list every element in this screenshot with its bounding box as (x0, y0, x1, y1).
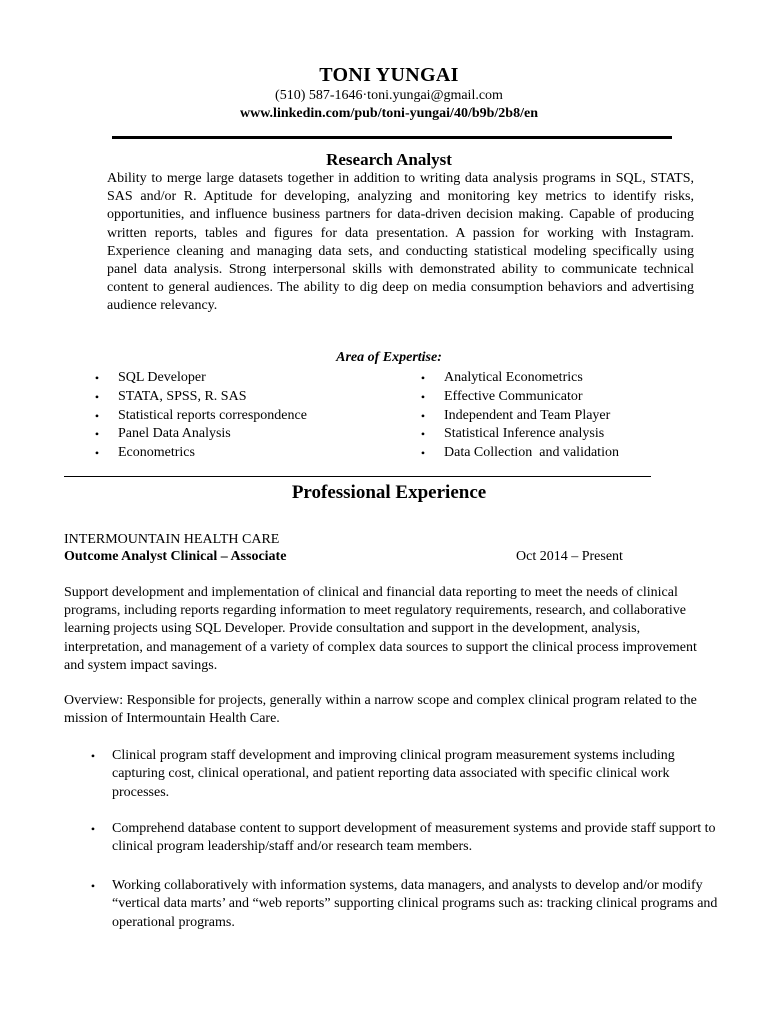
expertise-item: • STATA, SPSS, R. SAS (92, 388, 307, 407)
summary-title: Research Analyst (326, 150, 452, 169)
duty-text: Clinical program staff development and improving clinical program measurement systems including capturing cost, clinical operational, and patient reporting data associated with specific clinical work processes. (112, 748, 675, 800)
expertise-item: • SQL Developer (92, 369, 307, 388)
employer-name: INTERMOUNTAIN HEALTH CARE (64, 532, 280, 547)
job-overview: Overview: Responsible for projects, generally within a narrow scope and complex clinical program related to the mission of Intermountain Health Care. (64, 693, 697, 727)
bullet-icon: • (94, 371, 100, 385)
expertise-item: • Statistical Inference analysis (418, 425, 619, 444)
expertise-divider (64, 476, 651, 477)
expertise-item: • Data Collection and validation (418, 444, 619, 463)
summary-text: Ability to merge large datasets together in addition to writing data analysis programs in SQL, STATS, SAS and/or R. Aptitude for developing, analyzing and monitoring key metrics to identify risks, opportunities, and influence business partners for data-driven decision making. Capable of producing written reports, tables and figures for data presentation. A passion for working with Instagram. Experience cleaning and managing data sets, and conducting statistical modeling specifically using panel data analysis. Strong interpersonal skills with demonstrated ability to communicate technical content to general audiences. The ability to dig deep on media consumption behaviors and advertising audience relevancy. (107, 171, 694, 314)
bullet-icon: • (420, 371, 426, 385)
bullet-icon: • (420, 389, 426, 404)
expertise-item: • Independent and Team Player (418, 407, 619, 426)
bullet-icon: • (94, 427, 100, 442)
bullet-icon: • (94, 408, 100, 423)
expertise-title: Area of Expertise: (336, 350, 442, 365)
bullet-icon: • (90, 822, 96, 836)
duty-text: Comprehend database content to support development of measurement systems and provide staff support to clinical program leadership/staff and/or research team members. (112, 821, 716, 855)
expertise-list-left (92, 369, 307, 463)
bullet-icon: • (90, 879, 96, 893)
header-divider (112, 136, 672, 139)
bullet-icon: • (420, 446, 426, 461)
expertise-list-right (418, 369, 619, 463)
expertise-item: • Effective Communicator (418, 388, 619, 407)
bullet-icon: • (420, 408, 426, 423)
bullet-icon: • (90, 749, 96, 763)
job-description: Support development and implementation of clinical and financial data reporting to meet the needs of clinical programs, including reports regarding information to meet regulatory requirements, research, and collaborative learning projects using SQL Developer. Provide consultation and support in the development, analysis, interpretation, and management of a variety of complex data sources to support the clinical process improvement and system impact savings. (64, 585, 697, 673)
experience-title: Professional Experience (291, 482, 487, 503)
duty-item (88, 820, 718, 857)
bullet-icon: • (94, 389, 100, 404)
job-title: Outcome Analyst Clinical – Associate (64, 549, 287, 564)
duty-item (88, 747, 718, 802)
duty-item (88, 877, 718, 932)
candidate-name: TONI YUNGAI (319, 64, 459, 86)
duty-text: Working collaboratively with information systems, data managers, and analysts to develop and/or modify “vertical data marts’ and “web reports” supporting clinical programs such as: tracking clinical programs and operational programs. (112, 878, 718, 930)
job-dates: Oct 2014 – Present (516, 549, 623, 564)
bullet-icon: • (94, 446, 100, 461)
expertise-item: • Analytical Econometrics (418, 369, 619, 388)
contact-info: (510) 587-1646·toni.yungai@gmail.com (275, 88, 503, 103)
expertise-item: • Statistical reports correspondence (92, 407, 307, 426)
expertise-item: • Econometrics (92, 444, 307, 463)
bullet-icon: • (420, 427, 426, 442)
linkedin-url: www.linkedin.com/pub/toni-yungai/40/b9b/2b8/en (240, 106, 538, 121)
expertise-item: • Panel Data Analysis (92, 425, 307, 444)
